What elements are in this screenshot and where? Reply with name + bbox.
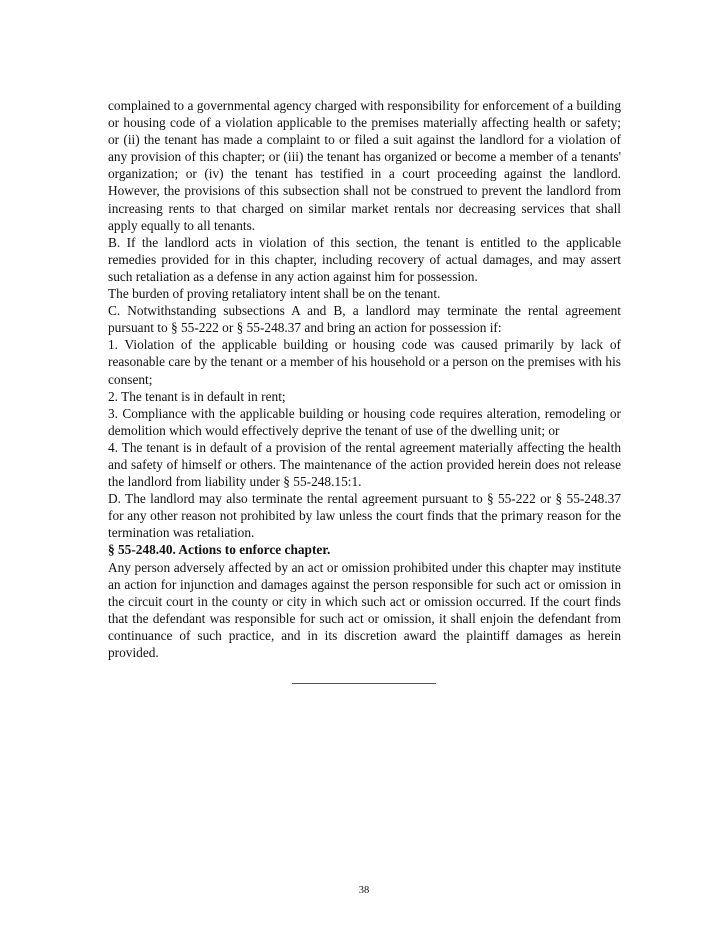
paragraph-subsection-d: D. The landlord may also terminate the rental agreement pursuant to § 55-222 or § 55-248.37 for any other reason not prohibited by law unless the court finds that the primary reason for the termination was retaliation. — [108, 491, 621, 541]
section-heading: § 55-248.40. Actions to enforce chapter. — [108, 542, 331, 558]
list-item-2: 2. The tenant is in default in rent; — [108, 388, 286, 404]
list-item-1: 1. Violation of the applicable building or housing code was caused primarily by lack of reasonable care by the tenant or a member of his household or a person on the premises with his consent; — [108, 337, 621, 387]
list-item-3: 3. Compliance with the applicable building or housing code requires alteration, remodeling or demolition which would effectively deprive the tenant of use of the dwelling unit; or — [108, 405, 621, 438]
page-content — [108, 97, 621, 661]
paragraph-subsection-a-continued: complained to a governmental agency charged with responsibility for enforcement of a building or housing code of a violation applicable to the premises materially affecting health or safety; or (ii) the tenant has made a complaint to or filed a suit against the landlord for a violation of any provision of this chapter; or (iii) the tenant has organized or become a member of a tenants' organization; or (iv) the tenant has testified in a court proceeding against the landlord. However, the provisions of this subsection shall not be construed to prevent the landlord from increasing rents to that charged on similar market rentals nor decreasing services that shall apply equally to all tenants. — [108, 98, 621, 233]
paragraph-burden-of-proof: The burden of proving retaliatory intent shall be on the tenant. — [108, 286, 441, 302]
section-divider-line — [292, 683, 436, 684]
paragraph-subsection-c: C. Notwithstanding subsections A and B, a landlord may terminate the rental agreement pursuant to § 55-222 or § 55-248.37 and bring an action for possession if: — [108, 303, 621, 336]
section-body: Any person adversely affected by an act or omission prohibited under this chapter may institute an action for injunction and damages against the person responsible for such act or omission in the circuit court in the county or city in which such act or omission occurred. If the court finds that the defendant was responsible for such act or omission, it shall enjoin the defendant from continuance of such practice, and in its discretion award the plaintiff damages as herein provided. — [108, 559, 621, 660]
paragraph-subsection-b: B. If the landlord acts in violation of this section, the tenant is entitled to the applicable remedies provided for in this chapter, including recovery of actual damages, and may assert such retaliation as a defense in any action against him for possession. — [108, 234, 621, 284]
list-item-4: 4. The tenant is in default of a provision of the rental agreement materially affecting the health and safety of himself or others. The maintenance of the action provided herein does not release the landlord from liability under § 55-248.15:1. — [108, 439, 621, 490]
page-number: 38 — [358, 885, 370, 896]
